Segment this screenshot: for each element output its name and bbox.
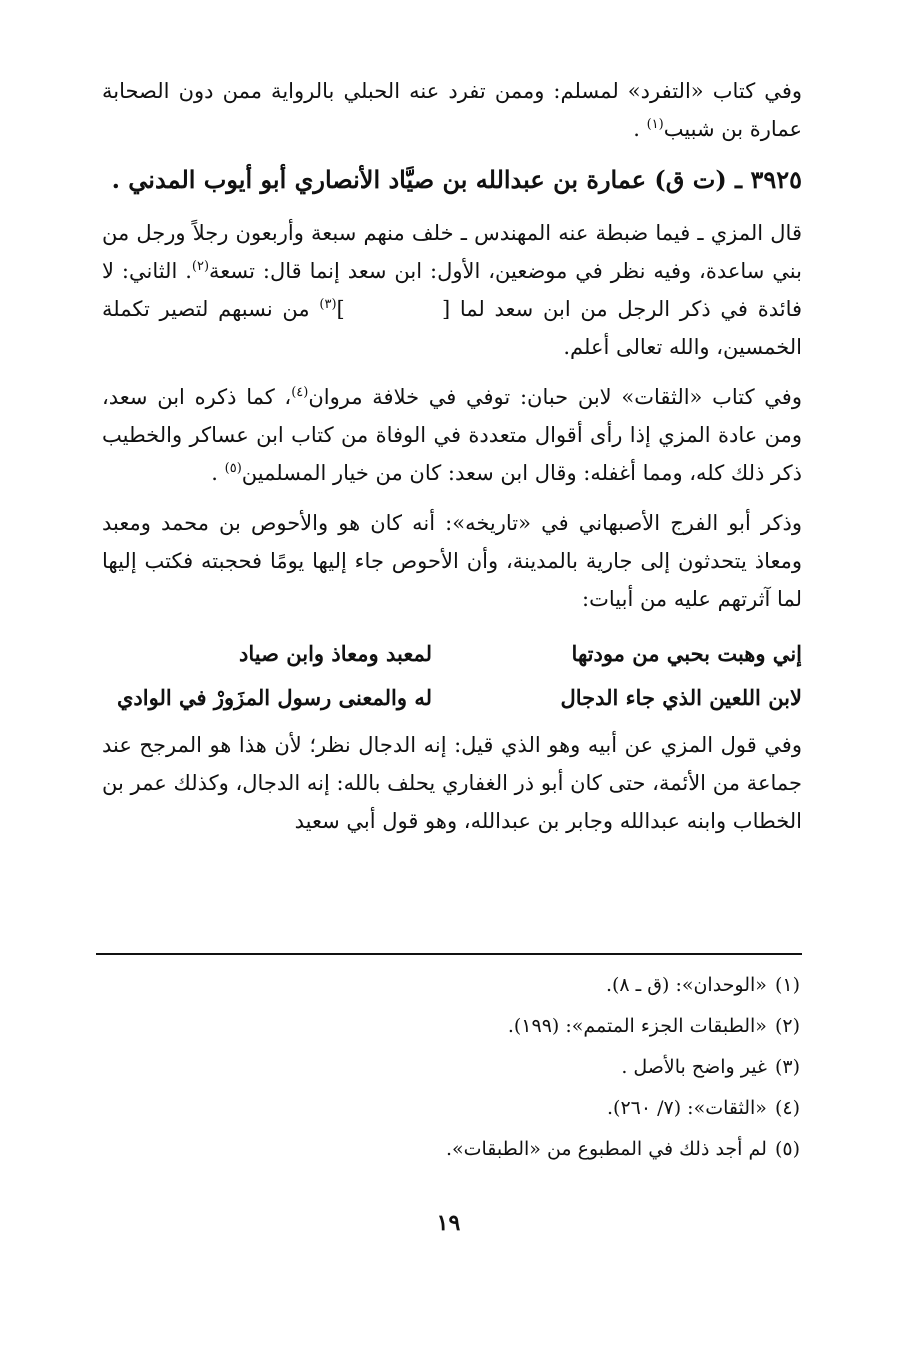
paragraph-2-text-c: .: [211, 461, 225, 485]
paragraph-3: وذكر أبو الفرج الأصبهاني في «تاريخه»: أنه كان هو والأحوص بن محمد ومعبد ومعاذ يتحدثون إلى جارية بالمدينة، وأن الأحوص جاء إليها يومًا فحجبته فكتب إليها لما آثرتهم عليه من أبيات:: [102, 511, 802, 611]
page-number: ١٩: [436, 1210, 461, 1236]
paragraph-2-text-b: ، كما ذكره ابن سعد، ومن عادة المزي إذا رأى أقوال متعددة في الوفاة من كتاب ابن عساكر والخطيب ذكر ذلك كله، ومما أغفله: وقال ابن سعد: كان من خيار المسلمين: [102, 385, 802, 485]
verse-first-hemistich: لابن اللعين الذي جاء الدجال: [560, 685, 802, 710]
paragraph-1-text-d: من نسبهم لتصير تكملة الخمسين، والله تعالى أعلم.: [102, 297, 802, 359]
paragraph-1-text-b: . الثاني: لا فائدة في ذكر الرجل من ابن سعد لما [: [102, 259, 803, 321]
footnote-text: «الوحدان»: (ق ـ ٨).: [605, 974, 767, 996]
footnote-number: (١): [774, 974, 800, 996]
poem-verse: [102, 632, 802, 676]
verse-first-hemistich: إني وهبت بحبي من مودتها: [571, 641, 802, 666]
footnote-ref: (٢): [191, 259, 210, 274]
footnote: [100, 1006, 800, 1047]
footnote: [100, 1088, 800, 1129]
verse-second-hemistich: له والمعنى رسول المزَورْ في الوادي: [116, 685, 432, 710]
paragraph-1-text-c: ]: [336, 297, 345, 321]
paragraph-1: [102, 214, 802, 366]
footnote-text: لم أجد ذلك في المطبوع من «الطبقات».: [445, 1138, 767, 1160]
footnote-number: (٤): [774, 1097, 800, 1119]
footnote-number: (٣): [774, 1056, 800, 1078]
footnote-ref: (١): [646, 117, 664, 132]
footnote-text: «الثقات»: (٧/ ٢٦٠).: [606, 1097, 767, 1119]
footnote-text: «الطبقات الجزء المتمم»: (١٩٩).: [507, 1015, 767, 1037]
footnote-ref: (٣): [319, 297, 337, 312]
footnote: [100, 1129, 800, 1170]
entry-heading: ٣٩٢٥ ـ (ت ق) عمارة بن عبدالله بن صيَّاد الأنصاري أبو أيوب المدني .: [111, 165, 802, 194]
paragraph-2-text-a: وفي كتاب «الثقات» لابن حبان: توفي في خلافة مروان: [308, 385, 802, 409]
footnote-ref: (٤): [291, 385, 309, 400]
paragraph-1-text-a: قال المزي ـ فيما ضبطة عنه المهندس ـ خلف منهم سبعة وأربعون رجلاً ورجل من بني ساعدة، وفيه نظر في موضعين، الأول: ابن سعد إنما قال: تسعة: [102, 221, 802, 283]
paragraph-1-gap: [345, 297, 442, 321]
footnote-ref: (٥): [224, 461, 242, 476]
main-text: [102, 72, 802, 840]
paragraph-4: وفي قول المزي عن أبيه وهو الذي قيل: إنه الدجال نظر؛ لأن هذا هو المرجح عند جماعة من الأئمة، حتى كان أبو ذر الغفاري يحلف بالله: إنه الدجال، وكذلك عمر بن الخطاب وابنه عبدالله وجابر بن عبدالله، وهو قول أبي سعيد: [102, 733, 802, 833]
paragraph-2: [102, 378, 802, 492]
footnote: [100, 1047, 800, 1088]
footnote: [100, 965, 800, 1006]
footnote-number: (٥): [774, 1138, 800, 1160]
poem: [102, 632, 802, 720]
poem-verse: [102, 676, 802, 720]
footnote-number: (٢): [774, 1015, 800, 1037]
intro-paragraph: [102, 72, 802, 148]
intro-end: .: [633, 117, 640, 141]
footnote-text: غير واضح بالأصل .: [621, 1056, 767, 1078]
footnotes: [100, 965, 800, 1170]
intro-text: وفي كتاب «التفرد» لمسلم: وممن تفرد عنه الحبلي بالرواية ممن دون الصحابة عمارة بن شبيب: [102, 79, 802, 141]
verse-second-hemistich: لمعبد ومعاذ وابن صياد: [239, 641, 432, 666]
footnote-separator: [96, 953, 802, 955]
